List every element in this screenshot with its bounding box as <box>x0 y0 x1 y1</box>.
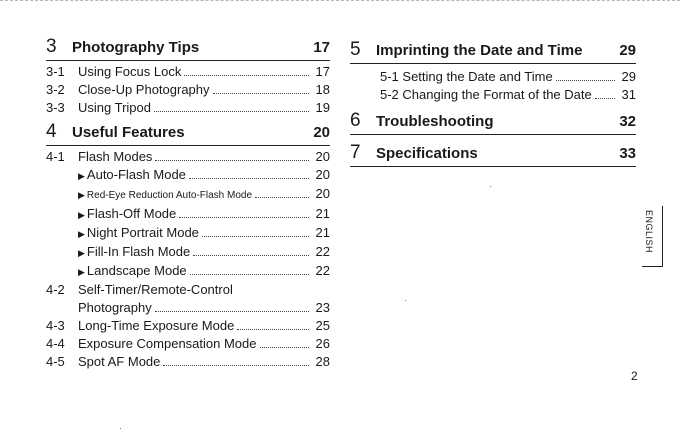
toc-entry[interactable] <box>46 262 330 281</box>
section-title-text: Using Focus Lock <box>78 64 182 79</box>
section-page: 20 <box>315 167 330 182</box>
dot-leader <box>179 217 309 218</box>
section-number: 3-3 <box>46 100 65 115</box>
section-title-text: Self-Timer/Remote-Control <box>78 282 233 297</box>
dot-leader <box>237 329 309 330</box>
toc-entry[interactable] <box>380 68 636 86</box>
section-title <box>380 68 553 86</box>
section-title <box>78 99 151 117</box>
section-title <box>78 299 152 317</box>
section-page: 31 <box>621 87 636 102</box>
toc-entry[interactable] <box>380 86 636 104</box>
section-title-text: Flash-Off Mode <box>86 206 177 221</box>
section-number: 4-4 <box>46 336 65 351</box>
chapter-number: 6 <box>350 110 361 131</box>
section-title-text: Close-Up Photography <box>78 82 210 97</box>
arrow-icon: ▶ <box>78 171 85 181</box>
dot-leader <box>155 311 309 312</box>
section-title <box>78 335 257 353</box>
section-title <box>78 281 233 299</box>
toc-entry[interactable] <box>46 166 330 185</box>
section-title-text: Auto-Flash Mode <box>86 167 186 182</box>
chapter-number: 7 <box>350 142 361 163</box>
section-number: 4-3 <box>46 318 65 333</box>
section-page: 22 <box>315 244 330 259</box>
section-page: 23 <box>315 300 330 315</box>
dot-leader <box>163 365 309 366</box>
section-number: 4-2 <box>46 282 65 297</box>
toc-entry[interactable] <box>46 63 330 81</box>
dot-leader <box>190 274 309 275</box>
toc-entry[interactable] <box>46 205 330 224</box>
toc-entry[interactable] <box>46 335 330 353</box>
section-title <box>78 353 160 371</box>
section-page: 21 <box>315 206 330 221</box>
section-number: 3-2 <box>46 82 65 97</box>
section-page: 20 <box>315 149 330 164</box>
section-list <box>46 63 330 117</box>
section-title-text: 5-1 Setting the Date and Time <box>380 69 553 84</box>
section-title-text: Fill-In Flash Mode <box>86 244 191 259</box>
section-title <box>78 63 181 81</box>
contents-left-column <box>46 33 330 371</box>
chapter-heading[interactable] <box>350 142 636 167</box>
chapter-heading[interactable] <box>350 110 636 135</box>
language-tab-label: ENGLISH <box>644 210 654 254</box>
dot-leader <box>184 75 309 76</box>
arrow-icon: ▶ <box>78 267 85 277</box>
dot-leader <box>154 111 309 112</box>
toc-entry[interactable] <box>46 317 330 335</box>
chapter-heading[interactable] <box>46 121 330 146</box>
page-number: 2 <box>631 369 638 383</box>
section-page: 21 <box>315 225 330 240</box>
section-page: 25 <box>315 318 330 333</box>
scan-speck <box>490 186 491 187</box>
arrow-icon: ▶ <box>78 210 85 220</box>
chapter-heading[interactable] <box>46 36 330 61</box>
section-title <box>78 148 152 166</box>
language-side-tab <box>642 206 663 267</box>
toc-entry[interactable] <box>46 185 330 205</box>
toc-entry[interactable] <box>46 353 330 371</box>
chapter-page: 32 <box>619 113 636 130</box>
toc-entry[interactable] <box>46 224 330 243</box>
section-title-text: Landscape Mode <box>86 263 187 278</box>
section-page: 19 <box>315 100 330 115</box>
section-title <box>78 186 252 205</box>
section-title <box>380 86 592 104</box>
toc-entry[interactable] <box>46 148 330 166</box>
chapter-title: Photography Tips <box>72 39 200 56</box>
section-list <box>46 148 330 371</box>
section-page: 29 <box>621 69 636 84</box>
section-title-text: Night Portrait Mode <box>86 225 199 240</box>
toc-entry[interactable] <box>46 81 330 99</box>
section-page: 28 <box>315 354 330 369</box>
chapter-page: 33 <box>619 145 636 162</box>
dot-leader <box>213 93 309 94</box>
section-number: 4-5 <box>46 354 65 369</box>
chapter-heading[interactable] <box>350 39 636 64</box>
section-page: 26 <box>315 336 330 351</box>
section-title-text: Using Tripod <box>78 100 151 115</box>
dot-leader <box>189 178 309 179</box>
chapter-page: 17 <box>313 39 330 56</box>
toc-entry[interactable] <box>46 99 330 117</box>
scan-speck <box>405 300 406 301</box>
dot-leader <box>202 236 309 237</box>
section-title-text: 5-2 Changing the Format of the Date <box>380 87 592 102</box>
section-title <box>78 166 186 185</box>
section-title <box>78 243 190 262</box>
section-title-text: Flash Modes <box>78 149 153 164</box>
chapter-title: Specifications <box>376 145 478 162</box>
dot-leader <box>595 98 615 99</box>
dot-leader <box>155 160 309 161</box>
section-title <box>78 262 187 281</box>
chapter-title: Troubleshooting <box>376 113 494 130</box>
section-title <box>78 81 210 99</box>
dot-leader <box>260 347 310 348</box>
dot-leader <box>255 197 309 198</box>
section-title-text: Exposure Compensation Mode <box>78 336 257 351</box>
dot-leader <box>556 80 615 81</box>
section-page: 20 <box>315 186 330 201</box>
arrow-icon: ▶ <box>78 248 85 258</box>
scan-edge <box>0 0 680 7</box>
section-title <box>78 205 176 224</box>
section-number: 4-1 <box>46 149 65 164</box>
contents-right-column <box>350 36 636 171</box>
section-title <box>78 224 199 243</box>
toc-entry[interactable] <box>46 243 330 262</box>
section-title-text: Long-Time Exposure Mode <box>78 318 235 333</box>
section-page: 17 <box>315 64 330 79</box>
arrow-icon: ▶ <box>78 229 85 239</box>
dot-leader <box>193 255 309 256</box>
toc-entry[interactable] <box>46 299 330 317</box>
arrow-icon: ▶ <box>78 190 85 200</box>
section-number: 3-1 <box>46 64 65 79</box>
section-title-text: Red-Eye Reduction Auto-Flash Mode <box>86 190 253 201</box>
chapter-title: Useful Features <box>72 124 185 141</box>
chapter-title: Imprinting the Date and Time <box>376 42 583 59</box>
section-page: 18 <box>315 82 330 97</box>
toc-entry[interactable] <box>46 281 330 299</box>
section-title <box>78 317 234 335</box>
section-page: 22 <box>315 263 330 278</box>
chapter-page: 20 <box>313 124 330 141</box>
chapter-number: 5 <box>350 39 361 60</box>
chapter-page: 29 <box>619 42 636 59</box>
chapter-number: 3 <box>46 36 57 57</box>
section-title-text: Spot AF Mode <box>78 354 161 369</box>
section-title-text: Photography <box>78 300 152 315</box>
section-list <box>350 68 636 104</box>
chapter-number: 4 <box>46 121 57 142</box>
